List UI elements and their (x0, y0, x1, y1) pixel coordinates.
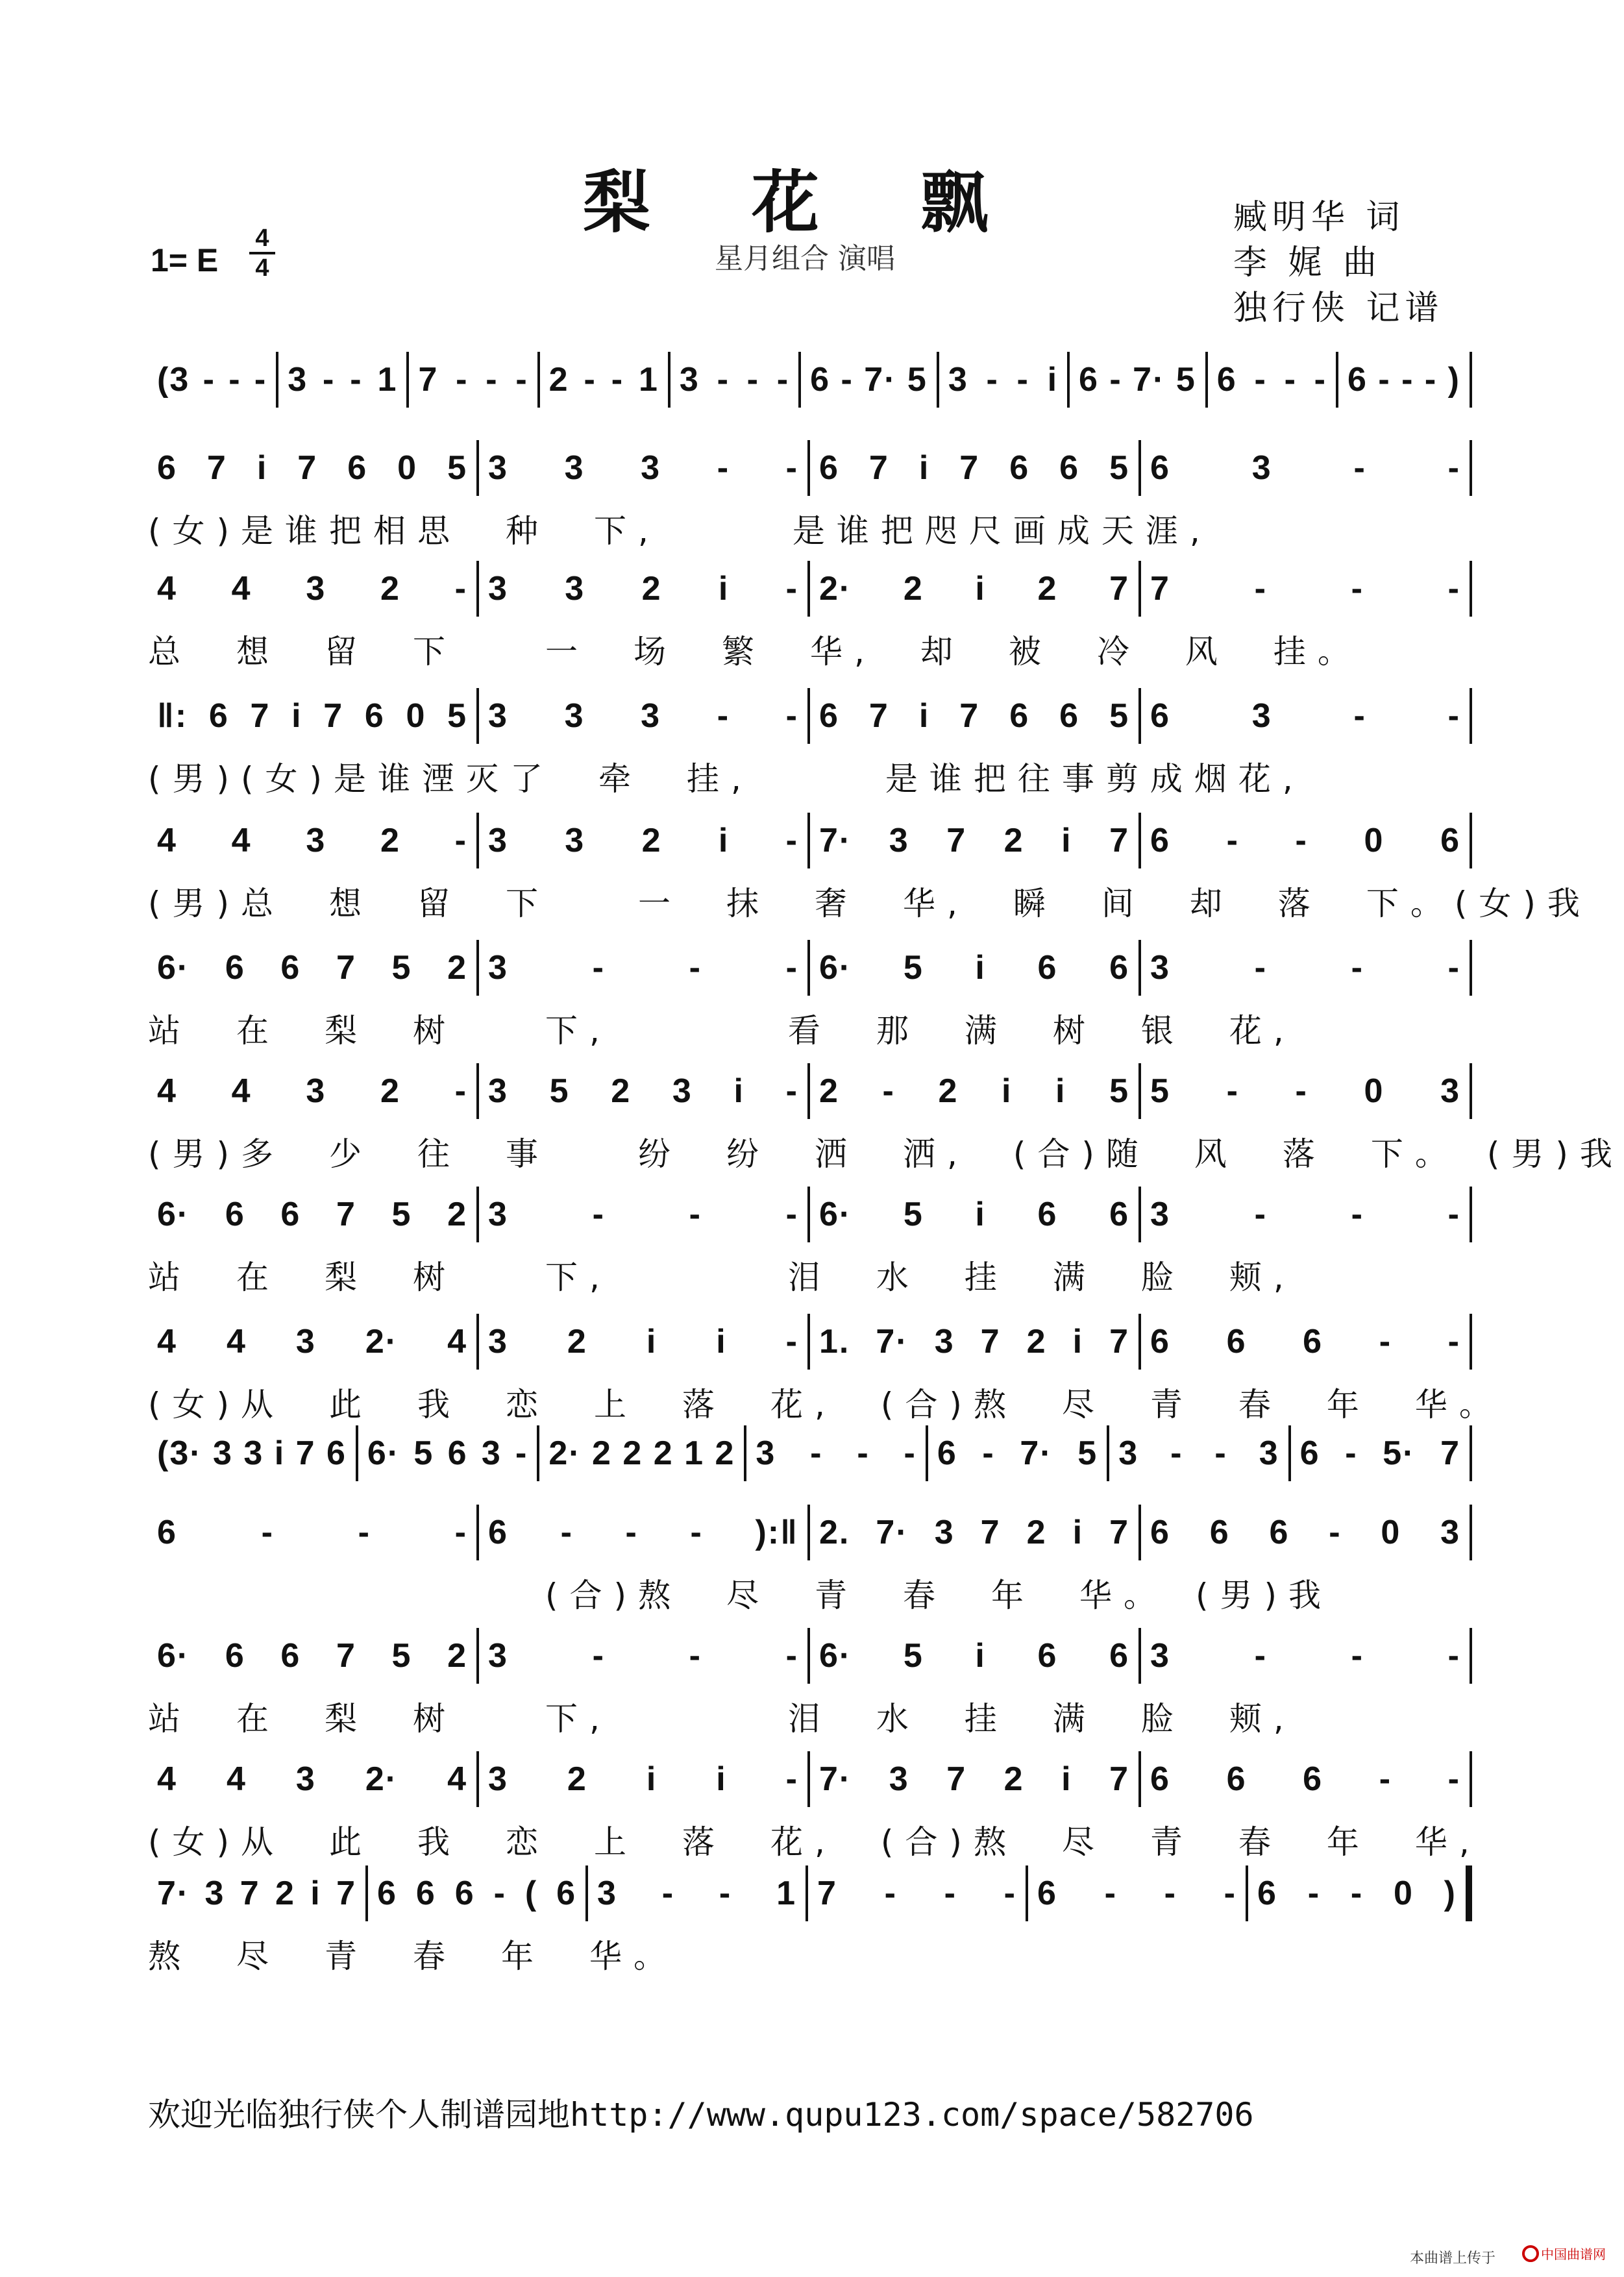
measure-notes: (3 - - - (157, 361, 267, 399)
measure (1109, 1425, 1290, 1481)
measure-notes: 3 - - - (488, 1196, 798, 1233)
measure-notes: 6 3 - - (1150, 449, 1460, 487)
measure (479, 940, 810, 996)
lyric-line: 站 在 梨 树 下, 泪 水 挂 满 脸 颊, (148, 1700, 1296, 1738)
measure-notes: 6 - 5· 7 (1299, 1434, 1461, 1472)
measure (148, 1425, 358, 1481)
lyric-line: 总 想 留 下 一 场 繁 华, 却 被 冷 风 挂。 (148, 633, 1362, 671)
lyric-line: (合)熬 尽 青 春 年 华。 (男)我 (148, 1577, 1333, 1614)
measure-notes: 3 - - - (756, 1434, 917, 1472)
measure-notes: 1. 7· 3 7 2 i 7 (819, 1323, 1129, 1360)
measure (810, 1187, 1141, 1242)
measure (810, 813, 1141, 868)
measure (1208, 352, 1338, 408)
measure (939, 352, 1070, 408)
measure-notes: 3 2 i i - (488, 1760, 798, 1798)
measure (358, 1425, 539, 1481)
measure-notes: 3 - - - (488, 949, 798, 987)
measure (540, 352, 671, 408)
upload-note: 本曲谱上传于 (1410, 2250, 1496, 2267)
measure (479, 1063, 810, 1119)
footer-link-text[interactable]: 欢迎光临独行侠个人制谱园地http://www.qupu123.com/space/582706 (148, 2096, 1254, 2134)
measure-notes: 6· 5 i 6 6 (819, 1637, 1129, 1675)
measure-notes: 4 4 3 2 - (157, 822, 467, 859)
measure-notes: 3 - - 1 (288, 361, 398, 399)
measure-notes: 3 3 2 i - (488, 570, 798, 608)
measure (1028, 1865, 1248, 1921)
measure-notes: 7 - - - (418, 361, 528, 399)
measure-notes: 6· 5 i 6 6 (819, 1196, 1129, 1233)
measure (539, 1425, 746, 1481)
measure (746, 1425, 928, 1481)
time-signature (249, 225, 275, 282)
measure (810, 940, 1141, 996)
measure (810, 1314, 1141, 1370)
measure-notes: 7 - - - (817, 1875, 1016, 1912)
notation-line (148, 811, 1472, 870)
measure (479, 1505, 810, 1560)
notation-line (148, 1185, 1472, 1244)
measure-notes: 4 4 3 2 - (157, 1072, 467, 1110)
measure (148, 1505, 479, 1560)
measure-notes: 6· 5 6 3 - (367, 1434, 528, 1472)
measure-notes: 6· 6 6 7 5 2 (157, 1637, 467, 1675)
lyric-line: 熬 尽 青 春 年 华。 (148, 1938, 678, 1975)
measure (1141, 940, 1472, 996)
measure-notes: 6 - - - (1037, 1875, 1236, 1912)
measure-notes: 7· 3 7 2 i 7 (819, 822, 1129, 859)
measure (810, 1063, 1141, 1119)
notation-line (148, 439, 1472, 497)
lyric-line: 站 在 梨 树 下, 泪 水 挂 满 脸 颊, (148, 1259, 1296, 1296)
measure (808, 1865, 1028, 1921)
measure-notes: 6 6 6 - - (1150, 1323, 1460, 1360)
measure (1291, 1425, 1472, 1481)
measure (148, 1751, 479, 1807)
measure-notes: 3 - - 3 (1118, 1434, 1279, 1472)
measure-notes: 2· 2 i 2 7 (819, 570, 1129, 608)
measure-notes: 6 7 i 7 6 0 5 (157, 449, 467, 487)
measure (479, 813, 810, 868)
measure-notes: 6 - - 0 6 (1150, 822, 1460, 859)
measure (928, 1425, 1109, 1481)
measure-notes: 6 6 6 - - (1150, 1760, 1460, 1798)
site-logo (1521, 2241, 1606, 2267)
notation-line (148, 1503, 1472, 1562)
measure-notes: 3 3 2 i - (488, 822, 798, 859)
measure (810, 1628, 1141, 1684)
measure (479, 440, 810, 496)
measure (1248, 1865, 1472, 1921)
measure (810, 1751, 1141, 1807)
notation-line (148, 1424, 1472, 1483)
measure (810, 1505, 1141, 1560)
measure (1070, 352, 1208, 408)
measure-notes: 6 - 7· 5 (937, 1434, 1098, 1472)
lyric-line: (男)多 少 往 事 纷 纷 洒 洒, (合)随 风 落 下。 (男)我 (148, 1135, 1624, 1173)
measure (368, 1865, 588, 1921)
lyricist-credit: 臧明华 词 (1233, 198, 1405, 237)
time-signature-bottom: 4 (249, 252, 275, 282)
composer-credit: 李 娓 曲 (1233, 243, 1383, 282)
notation-line (148, 1062, 1472, 1120)
measure-notes: 3 - - 1 (597, 1875, 796, 1912)
measure (479, 1628, 810, 1684)
measure (479, 561, 810, 617)
measure-notes: 7· 3 7 2 i 7 (819, 1760, 1129, 1798)
measure-notes: 2 - - 1 (548, 361, 659, 399)
measure (1141, 688, 1472, 744)
notation-line (148, 1750, 1472, 1808)
measure-notes: 6 - - - ) (1347, 361, 1460, 399)
measure (278, 352, 409, 408)
measure (148, 1187, 479, 1242)
measure (1141, 1751, 1472, 1807)
measure (588, 1865, 808, 1921)
lyric-line: (男)总 想 留 下 一 抹 奢 华, 瞬 间 却 落 下。(女)我 (148, 885, 1592, 922)
notation-line (148, 351, 1472, 409)
measure (810, 561, 1141, 617)
measure-notes: 6· 6 6 7 5 2 (157, 1196, 467, 1233)
measure-notes: 6 - - - (1216, 361, 1327, 399)
measure (148, 813, 479, 868)
measure (479, 688, 810, 744)
lyric-line: (男)(女)是谁湮灭了 牵 挂, 是谁把往事剪成烟花, (148, 760, 1305, 798)
measure-notes: 6 3 - - (1150, 697, 1460, 735)
measure (148, 1628, 479, 1684)
lyric-line: 站 在 梨 树 下, 看 那 满 树 银 花, (148, 1012, 1296, 1050)
lyric-line: (女)从 此 我 恋 上 落 花, (合)熬 尽 青 春 年 华, (148, 1823, 1481, 1861)
measure (1338, 352, 1472, 408)
measure-notes: 3 5 2 3 i - (488, 1072, 798, 1110)
measure-notes: 3 3 3 - - (488, 697, 798, 735)
notation-line (148, 939, 1472, 997)
measure (479, 1751, 810, 1807)
measure-notes: 6 6 6 - 0 3 (1150, 1514, 1460, 1551)
measure-notes: 6 7 i 7 6 6 5 (819, 449, 1129, 487)
measure-notes: 2· 2 2 2 1 2 (548, 1434, 735, 1472)
measure (148, 352, 278, 408)
measure (409, 352, 539, 408)
lyric-line: (女)从 此 我 恋 上 落 花, (合)熬 尽 青 春 年 华。 (148, 1386, 1503, 1423)
measure (148, 561, 479, 617)
measure (810, 688, 1141, 744)
measure (1141, 1505, 1472, 1560)
measure (148, 440, 479, 496)
measure-notes: 6 - - - ):‖ (488, 1514, 798, 1551)
time-signature-top: 4 (255, 225, 269, 252)
measure-notes: 2 - 2 i i 5 (819, 1072, 1129, 1110)
measure-notes: 7 - - - (1150, 570, 1460, 608)
notation-line (148, 560, 1472, 618)
measure-notes: 6 6 6 - ( 6 (377, 1875, 576, 1912)
measure (1141, 1628, 1472, 1684)
key-signature: 1= E (151, 242, 219, 278)
measure-notes: 7· 3 7 2 i 7 (157, 1875, 356, 1912)
lyric-line: (女)是谁把相思 种 下, 是谁把咫尺画成天涯, (148, 512, 1212, 550)
measure-notes: 3 - - - (488, 1637, 798, 1675)
measure-notes: 6 - 7· 5 (810, 361, 928, 399)
measure-notes: 2. 7· 3 7 2 i 7 (819, 1514, 1129, 1551)
measure (148, 1314, 479, 1370)
measure (1141, 561, 1472, 617)
measure-notes: ‖: 6 7 i 7 6 0 5 (157, 697, 467, 735)
measure-notes: 3 - - - (1150, 1196, 1460, 1233)
measure-notes: 6 - - - (157, 1514, 467, 1551)
site-logo-text: 中国曲谱网 (1541, 2246, 1606, 2262)
measure (671, 352, 801, 408)
measure-notes: 3 - - - (679, 361, 790, 399)
measure (1141, 440, 1472, 496)
measure-notes: 4 4 3 2· 4 (157, 1323, 467, 1360)
measure-notes: 6 - 7· 5 (1079, 361, 1196, 399)
measure (479, 1314, 810, 1370)
measure (148, 688, 479, 744)
measure-notes: 3 3 3 - - (488, 449, 798, 487)
measure (148, 1063, 479, 1119)
measure (1141, 1314, 1472, 1370)
measure-notes: 6· 6 6 7 5 2 (157, 949, 467, 987)
measure-notes: 3 2 i i - (488, 1323, 798, 1360)
measure-notes: 3 - - i (948, 361, 1059, 399)
measure (148, 940, 479, 996)
measure-notes: 6 - - 0 ) (1257, 1875, 1457, 1912)
transcriber-credit: 独行侠 记谱 (1233, 289, 1444, 328)
measure-notes: 6 7 i 7 6 6 5 (819, 697, 1129, 735)
notation-line (148, 687, 1472, 745)
measure (810, 440, 1141, 496)
notation-line (148, 1627, 1472, 1685)
measure (1141, 813, 1472, 868)
measure (1141, 1063, 1472, 1119)
measure-notes: 5 - - 0 3 (1150, 1072, 1460, 1110)
song-title: 梨 花 飘 (582, 163, 1027, 242)
performer-credit: 星月组合 演唱 (715, 242, 895, 275)
measure (1141, 1187, 1472, 1242)
measure (148, 1865, 368, 1921)
measure-notes: 3 - - - (1150, 1637, 1460, 1675)
measure-notes: 4 4 3 2· 4 (157, 1760, 467, 1798)
measure-notes: 6· 5 i 6 6 (819, 949, 1129, 987)
measure-notes: (3· 3 3 i 7 6 (157, 1434, 347, 1472)
notation-line (148, 1312, 1472, 1371)
notation-line (148, 1864, 1472, 1923)
measure-notes: 4 4 3 2 - (157, 570, 467, 608)
measure (801, 352, 939, 408)
measure (479, 1187, 810, 1242)
measure-notes: 3 - - - (1150, 949, 1460, 987)
